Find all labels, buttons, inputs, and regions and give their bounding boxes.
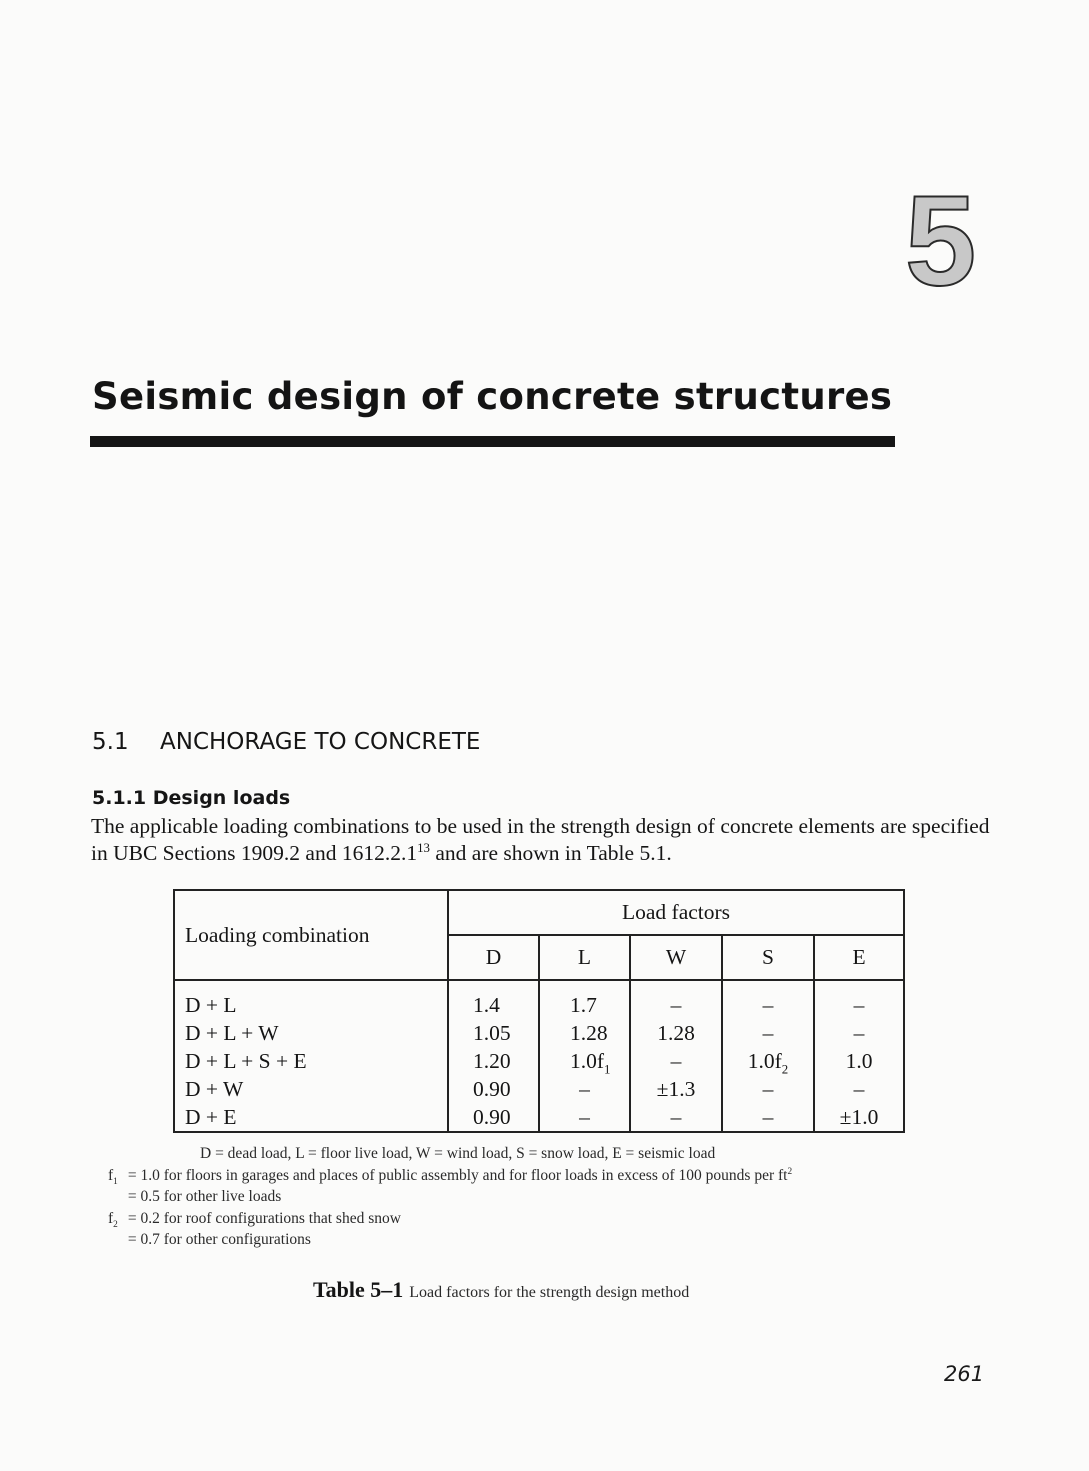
header-col-l: L [539,935,630,980]
d-value-cell: 1.20 [473,1049,511,1073]
e-value-cell: – [853,1077,865,1101]
title-rule [90,436,895,447]
w-value-cell: – [670,993,682,1017]
legend-note: D = dead load, L = floor live load, W = wind load, S = snow load, E = seismic load [200,1145,716,1162]
caption-text: Load factors for the strength design method [409,1284,690,1301]
column-w-values [630,980,722,1132]
l-value-cell-f1 [540,1047,629,1075]
s-value-text: 1.0f [747,1049,782,1073]
l-value-cell: 1.7 [570,993,597,1017]
combination-cell: D + W [185,1077,244,1101]
f1-note-a: = 1.0 for floors in garages and places of public assembly and for floor loads in excess of 100 pounds per ft [127,1166,788,1184]
f1-note-sup: 2 [787,1166,793,1177]
f1-symbol [108,1165,124,1187]
table-notes [108,1143,1008,1251]
w-value-cell: – [670,1049,682,1073]
f2-note-b: = 0.7 for other configurations [127,1231,311,1248]
section-heading [92,731,480,754]
combination-cell: D + E [185,1105,237,1129]
combination-cell: D + L + W [185,1021,279,1045]
header-loading-combination: Loading combination [174,890,448,980]
section-title: ANCHORAGE TO CONCRETE [160,729,481,755]
f2-symbol-letter: f [108,1209,114,1227]
header-col-s: S [722,935,814,980]
f2-note-b-line [108,1229,1008,1251]
f1-symbol-sub: 1 [113,1176,118,1187]
column-s-values [722,980,814,1132]
paragraph-text: The applicable loading combinations to be used in the strength design of concrete elements are specified in UBC Sections 1909.2 and 1612.2.1 [91,814,990,865]
f1-note-b: = 0.5 for other live loads [127,1188,282,1205]
column-e-values [814,980,904,1132]
chapter-number: 5 [905,170,977,313]
e-value-cell: ±1.0 [839,1105,879,1129]
s-value-cell: – [762,1077,774,1101]
s-value-cell-f2 [723,1047,813,1075]
combination-cell: D + L + S + E [185,1049,307,1073]
d-value-cell: 1.4 [473,993,500,1017]
paragraph-text-end: and are shown in Table 5.1. [429,841,672,865]
f2-note-a: = 0.2 for roof configurations that shed snow [127,1209,401,1227]
w-value-cell: ±1.3 [656,1077,696,1101]
f1-symbol-letter: f [108,1166,114,1184]
section-number: 5.1 [92,729,129,755]
column-d-values [448,980,539,1132]
header-col-w: W [630,935,722,980]
combination-cell: D + L [185,993,237,1017]
header-col-e: E [814,935,904,980]
l-value-cell: 1.28 [570,1021,608,1045]
d-value-cell: 0.90 [473,1077,511,1101]
e-value-cell: – [853,993,865,1017]
load-factors-table [173,889,905,1133]
s-value-cell: – [762,1021,774,1045]
w-value-cell: 1.28 [657,1021,695,1045]
caption-label: Table 5–1 [313,1277,404,1302]
body-paragraph [91,813,1001,867]
e-value-cell: 1.0 [845,1049,873,1073]
f2-symbol [108,1208,124,1230]
d-value-cell: 1.05 [473,1021,511,1045]
f1-note [108,1165,1008,1187]
column-combinations [174,980,448,1132]
l-value-text: 1.0f [570,1049,605,1073]
header-col-d: D [448,935,539,980]
page-number: 261 [944,1362,985,1386]
s-value-cell: – [762,1105,774,1129]
header-load-factors: Load factors [448,890,904,935]
chapter-title: Seismic design of concrete structures [92,375,893,418]
subsection-heading: 5.1.1 Design loads [92,787,291,809]
table-caption [313,1277,689,1303]
s-value-sub: 2 [781,1062,789,1077]
e-value-cell: – [853,1021,865,1045]
column-l-values [539,980,630,1132]
s-value-cell: – [762,993,774,1017]
f2-symbol-sub: 2 [113,1219,118,1230]
l-value-cell: – [579,1077,590,1101]
w-value-cell: – [670,1105,682,1129]
l-value-sub: 1 [604,1062,611,1077]
d-value-cell: 0.90 [473,1105,511,1129]
f1-note-b-line [108,1186,1008,1208]
l-value-cell: – [579,1105,590,1129]
footnote-ref: 13 [417,840,430,855]
f2-note [108,1208,1008,1230]
